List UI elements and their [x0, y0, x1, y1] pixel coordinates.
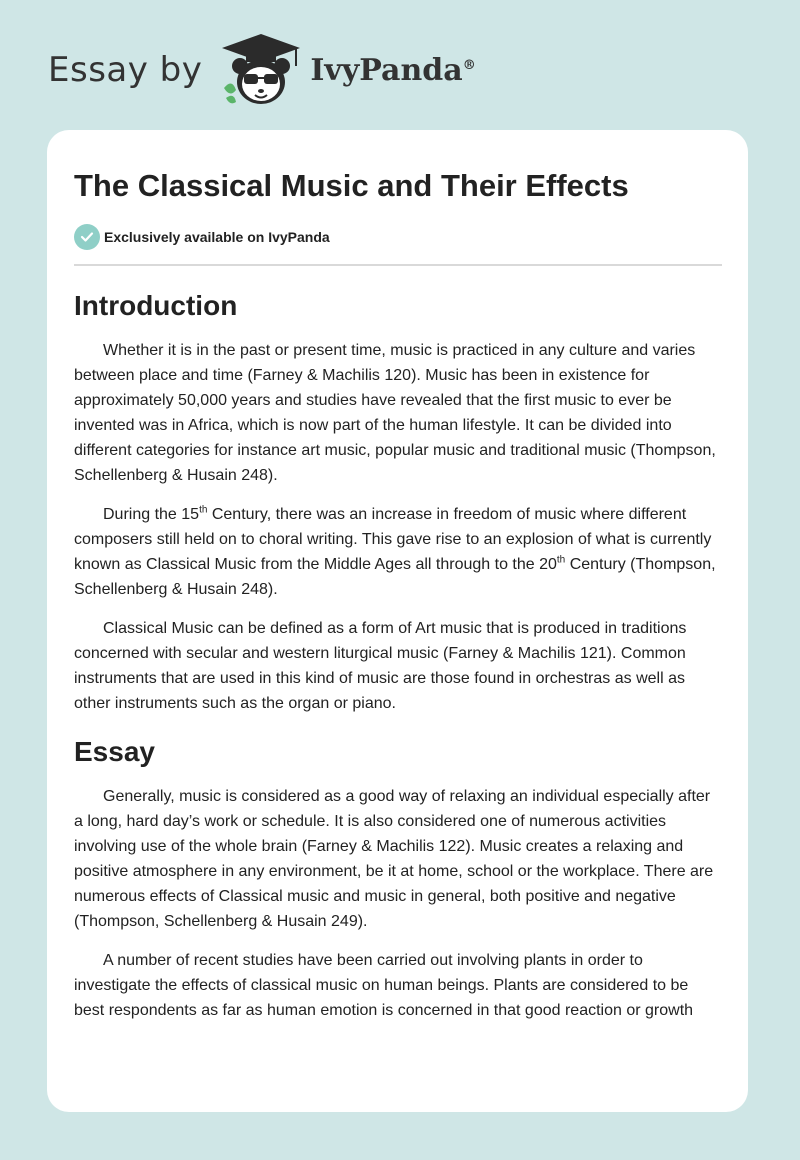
ivypanda-logo[interactable]: [218, 32, 475, 108]
divider: [74, 264, 722, 266]
paragraph: Whether it is in the past or present time, music is practiced in any culture and varies between place and time (Farney & Machilis 120). Music has been in existence for approximately 50,000 years and studies have revealed that the first music to ever be invented was in Africa, which is now part of the human lifestyle. It can be divided into different categories for instance art music, popular music and traditional music (Thompson, Schellenberg & Husain 248).: [74, 342, 716, 484]
paragraph: During the 15th Century, there was an increase in freedom of music where different composers still held on to choral writing. This gave rise to an explosion of what is currently known as Classical Music from the Middle Ages all through to the 20th Century (Thompson, Schellenberg & Husain 248).: [74, 504, 716, 598]
brand-name: IvyPanda®: [310, 52, 476, 88]
badge-text: Exclusively available on IvyPanda: [104, 229, 330, 245]
section-heading-essay: Essay: [74, 736, 155, 767]
availability-badge: [74, 224, 722, 250]
site-header: [48, 30, 476, 110]
paragraph: Classical Music can be defined as a form of Art music that is produced in traditions concerned with secular and western liturgical music (Farney & Machilis 121). Common instruments that are used in this kind of music are those found in orchestras as well as other instruments such as the organ or piano.: [74, 620, 687, 712]
essay-by-label: Essay by: [48, 50, 203, 90]
paragraph: A number of recent studies have been carried out involving plants in order to investigate the effects of classical music on human beings. Plants are considered to be best respondents as far as human emotion is concerned in that good reaction or growth: [74, 952, 694, 1019]
essay-card: [47, 130, 748, 1112]
check-icon: [74, 224, 100, 250]
panda-graduate-icon: [218, 32, 304, 108]
paragraph: Generally, music is considered as a good way of relaxing an individual especially after a long, hard day’s work or schedule. It is also considered one of numerous activities involving use of the whole brain (Farney & Machilis 122). Music creates a relaxing and positive atmosphere in any environment, be it at home, school or the workplace. There are numerous effects of Classical music and music in general, both positive and negative (Thompson, Schellenberg & Husain 249).: [74, 788, 714, 930]
page-title: The Classical Music and Their Effects: [74, 168, 629, 203]
section-heading-introduction: Introduction: [74, 290, 238, 321]
